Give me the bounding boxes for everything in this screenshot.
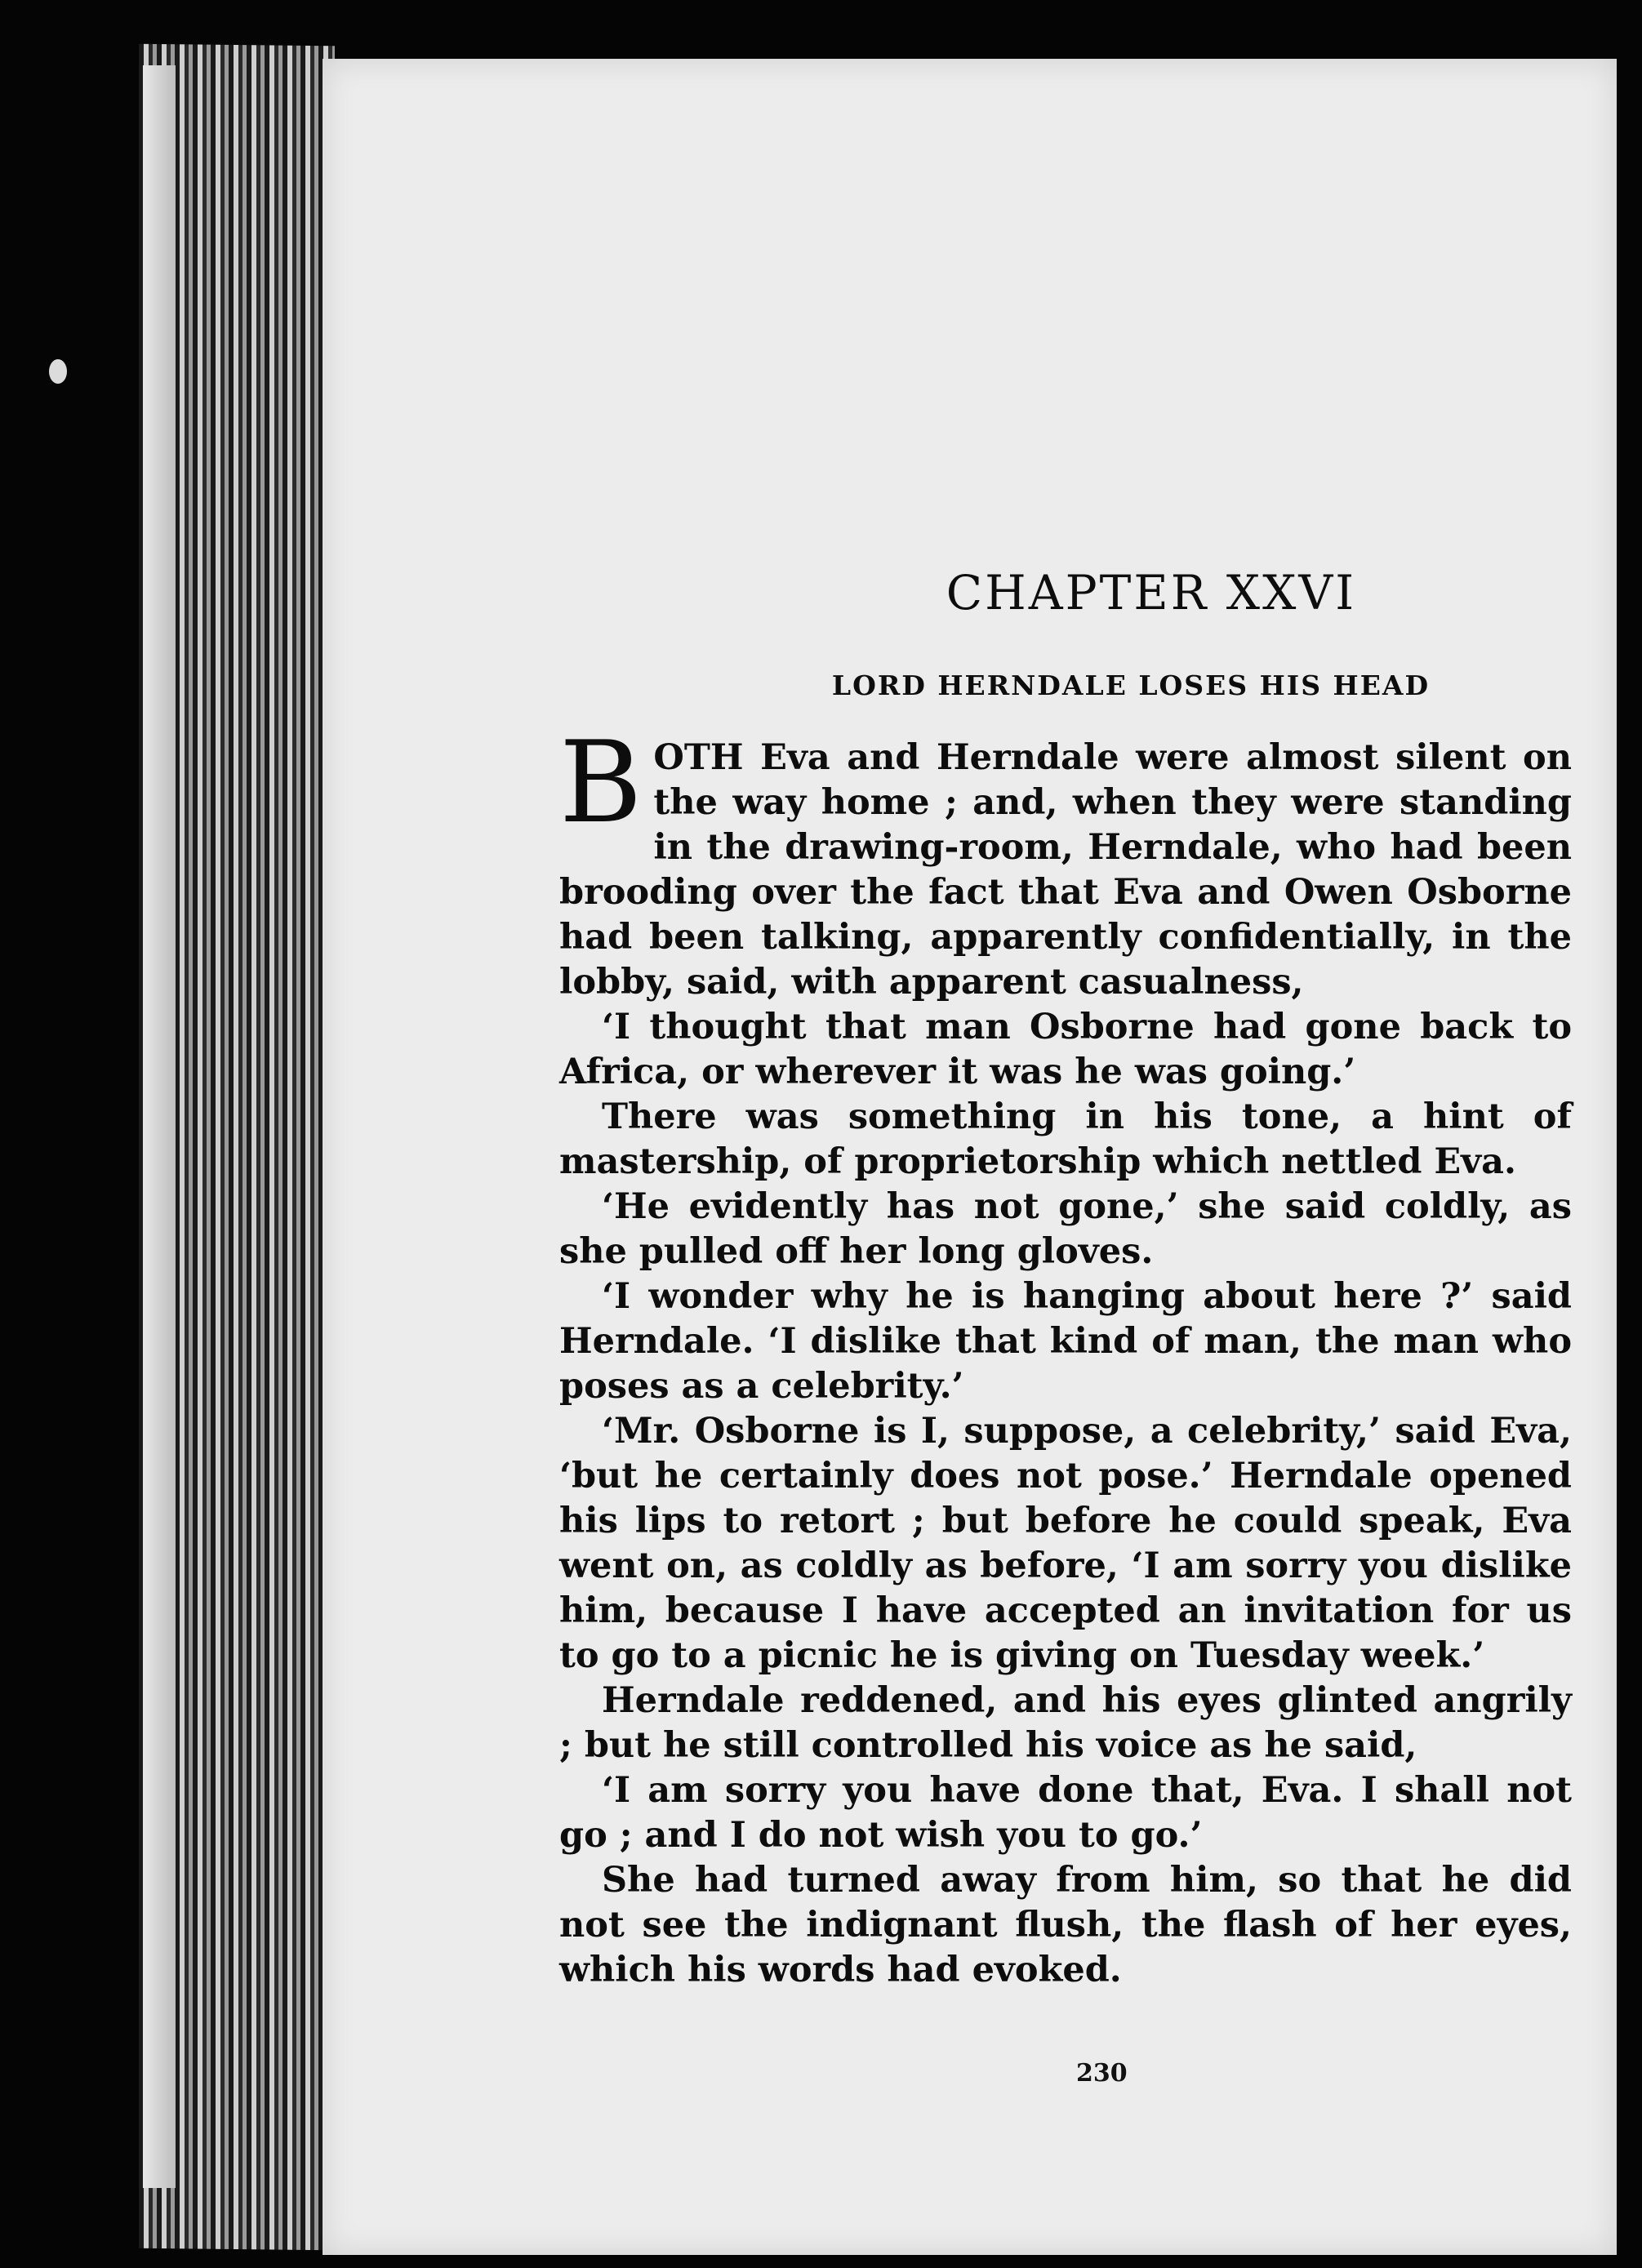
paragraph-3: There was something in his tone, a hint of mastership, of proprietorship which nettled Eva. [559,1096,1572,1182]
paragraph-9: She had turned away from him, so that he did not see the indignant flush, the flash of her eyes, which his words had evoked. [559,1860,1572,1990]
page-number: 230 [1076,2059,1128,2088]
book-page [323,59,1617,2255]
paragraph-6: ‘Mr. Osborne is I, suppose, a celebrity,’ said Eva, ‘but he certainly does not pose.’ Herndale opened his lips to retort ; but before he could speak, Eva went on, as coldly as before, ‘I am sorry you dislike him, because I have accepted an invitation for us to go to a picnic he is giving on Tuesday week.’ [559,1411,1572,1676]
chapter-body [559,717,1572,1993]
scan-speck [49,359,67,384]
chapter-subtitle: LORD HERNDALE LOSES HIS HEAD [831,669,1431,701]
paragraph-4: ‘He evidently has not gone,’ she said coldly, as she pulled off her long gloves. [559,1186,1572,1272]
paragraph-7: Herndale reddened, and his eyes glinted angrily ; but he still controlled his voice as he said, [559,1680,1572,1766]
paragraph-2: ‘I thought that man Osborne had gone back to Africa, or wherever it was he was going.’ [559,1007,1572,1092]
paragraph-text: OTH Eva and Herndale were almost silent on the way home ; and, when they were standing in the drawing-room, Herndale, who had been brooding over the fact that Eva and Owen Osborne had been talking, apparently confidentially, in the lobby, said, with apparent casualness, [559,737,1572,1003]
paragraph-8: ‘I am sorry you have done that, Eva. I shall not go ; and I do not wish you to go.’ [559,1770,1572,1856]
paragraph-1 [559,717,1572,1005]
drop-cap: B [559,717,643,848]
book-edge-highlight [143,65,176,2188]
page-content [559,565,1572,1993]
chapter-title: CHAPTER XXVI [946,565,1357,620]
paragraph-5: ‘I wonder why he is hanging about here ?’ said Herndale. ‘I dislike that kind of man, the man who poses as a celebrity.’ [559,1276,1572,1407]
